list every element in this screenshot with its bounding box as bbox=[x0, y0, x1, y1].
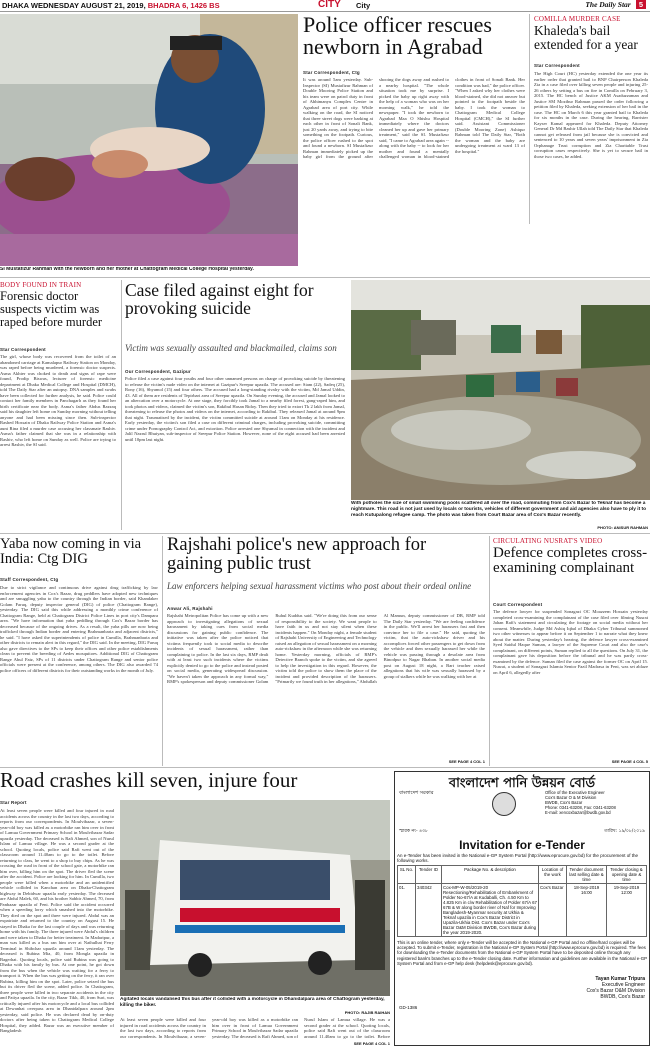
signer-title: Executive Engineer bbox=[601, 982, 645, 988]
khaleda-kicker: COMILLA MURDER CASE bbox=[534, 15, 621, 23]
column-header: Tender document last selling date & time bbox=[567, 866, 607, 884]
cell-sl: 01. bbox=[398, 884, 416, 937]
page-header bbox=[0, 0, 650, 12]
masthead-name: The Daily Star bbox=[585, 0, 631, 9]
bengali-date: BHADRA 6, 1426 BS bbox=[147, 1, 220, 10]
tender-intro: An e-Tender has been invited in the National e-GP System Portal (http://www.eprocure.gov.bd) for the procurement of the following works. bbox=[397, 853, 638, 864]
lead-photo bbox=[0, 14, 298, 266]
tender-emblem-icon bbox=[492, 792, 516, 816]
lead-photo-caption: SI Mustafizur Rahman with the newborn and her mother at Chattogram Medical College Hospital yesterday. bbox=[0, 267, 254, 272]
column-header: SL No. bbox=[398, 866, 416, 884]
divider-horizontal bbox=[0, 533, 650, 534]
yaba-body: Due to strict vigilance and continuous drive against drug trafficking by law enforcement agencies in Cox's Bazar, drug peddlers have adopted new techniques and are smuggling yaba to the country through the Indian border, said Khandaker Golam Faruq, deputy inspector general (DIG) of police (Chattogram Range), yesterday. The DIG said this while addressing a monthly crime conference of Chattogram Range, held at Chattogram District Police Lines in port city's Dampara area. "We have information that yaba peddling through Cox's Bazar border has decreased because of the ongoing drives. As a result, the yaba pills are now being trafficked through Indian border and entering Brahmanbaria and adjacent districts," he said. "I have asked the superintendents of police in Cumilla, Brahmanbaria and other districts to remain alert in this regard," the DIG said. In the meeting, DIG Faruq also gave directives to the SPs to keep their offices and other police establishments clean to prevent the breeding of Aedes mosquitoes. Additional DIG of Chattogram Range Abul Faiz, SPs of 11 districts under Chattogram Range and senior police officials were present at the conference, among others. The DIG also awarded 74 police officers of different districts for their outstanding works in the month of July. bbox=[0, 585, 158, 673]
crashes-headline: Road crashes kill seven, injure four bbox=[0, 770, 298, 792]
cell-location: Cox's Bazar bbox=[539, 884, 567, 937]
divider-vertical bbox=[121, 280, 122, 530]
forensic-kicker: BODY FOUND IN TRAIN bbox=[0, 281, 82, 289]
office-line: Cox's Bazar O & M Division bbox=[545, 795, 597, 800]
pothole-road-illustration bbox=[351, 280, 650, 500]
lead-body: It was around 5am yesterday. Sub-Inspector (SI) Mustafizur Rahman of Double Mooring Police Station and his team were on patrol duty in front of Abhimanyu Complex Centre in Agrabad area of port city. While walking on the road, the SI noticed that three street dogs were barking at each other in front of Sonali Bank, just 20 yards away, and trying to bite something on the footpath. Curious, the police officer rushed to the spot and found a newborn. SI Mustafizur Rahman immediately picked up the baby girl from the ground after shooing the dogs away and rushed to a nearby hospital. "The whole situation took me by surprise. I picked the baby up right away with the help of a woman who was on her morning walk," he told the newspaper. "I took the newborn to Agrabad Maa O Shishu Hospital immediately where the doctors cleaned her up and gave her primary treatment," said the SI. Mustafizur said, "I came to Agrabad area again -- along with the baby -- to look for her mother and found a mentally challenged woman in blood-stained clothes in front of Sonali Bank. Her condition was bad," the police officer. "When I asked why her clothes were blood-stained, she did not answer but pointed to the footpath beside the baby. I took the woman to Chattogram Medical College Hospital (CMCH)," the SI further said. Assistant Commissioner (Double Mooring Zone) Ashiqur Rahman told The Daily Star, "Both the woman and the baby are undergoing treatment at ward 13 of the hospital." bbox=[303, 77, 525, 159]
section-subtitle: City bbox=[356, 1, 371, 10]
column-header: Tender ID bbox=[416, 866, 442, 884]
lead-headline: Police officer rescues newborn in Agrabad bbox=[303, 14, 492, 60]
rajshahi-see-page: SEE PAGE 4 COL 1 bbox=[448, 759, 485, 764]
divider-horizontal bbox=[0, 767, 650, 768]
divider-vertical bbox=[529, 14, 530, 224]
date-text: WEDNESDAY AUGUST 21, 2019, bbox=[30, 1, 146, 10]
masthead bbox=[585, 0, 646, 9]
suicide-body: Police filed a case against four youths and four other unnamed persons on charge of provoking suicide by threatening to release the victim's nude video on the internet at Gazipur's Sreepur upazila. The accused are: Siam (22), Sadeq (25), Rony (16), Shyamol (15) and four others. The accused had a long-standing rivalry with the victim, Md Jamal Uddin, 43. All of them are residents of Tepirbari area of Sreepur upazila. On Sunday evening, the accused and Jamal looked to an altercation over a motorcycle. At one stage, they forcibly took Jamal to a nearby filed forest, gang-raped him, and took photos and videos, claimed the victim's son, Rakibul Hasan Ridoy. Then they tried to extort Tk 2 lakh from Jamal, threatening to release the photos and videos on the internet, according to Rakibul. They released Jamal at around 9pm that night. Traumatised by the incident, the victim committed suicide at around 11am on Monday at his residence. Early yesterday, the victim's son filed a case on different criminal charges, including provoking suicide, committing crime under Pornography Control Act, and extortion. Police arrested one Shyamal in connection with the incident and Jalil Nazrul Bhuiyan, sub-inspector of Sreepur Police Station. However, none of the eight accused had been arrested until 10pm last night. bbox=[125, 376, 345, 442]
crashes-see-page: SEE PAGE 4 COL 1 bbox=[353, 1041, 390, 1046]
rajshahi-byline: Anwar Ali, Rajshahi bbox=[167, 606, 213, 611]
crashes-body-col2: At least seven people were killed and four injured in road accidents across the country in the last two days, according to reports from our correspondents. In Moulvibazar, a seven-year-old boy was killed as a motorbike ran him over in front of Lamua Government Primary School in Moulvibazar Sadar upazila yesterday. The deceased is Rafi Ahmed, son of Nurul Islam of Lamua village. He was a second grader at the school. Quoting locals, police said Rafi went out of the classroom around 11.40am to go to the toilet. Before bbox=[120, 1017, 390, 1039]
rajshahi-headline: Rajshahi police's new approach for gaining public trust bbox=[167, 536, 427, 574]
signer-office: Cox's Bazar O&M Division bbox=[586, 988, 645, 994]
divider-vertical bbox=[162, 536, 163, 766]
khaleda-byline: Star Correspondent bbox=[534, 63, 580, 68]
tender-title: Invitation for e-Tender bbox=[459, 838, 585, 852]
signer-org: BWDB, Cox's Bazar bbox=[600, 994, 645, 1000]
divider-horizontal bbox=[0, 277, 650, 278]
nusrat-see-page: SEE PAGE 4 COL 5 bbox=[611, 759, 648, 764]
pothole-photo-credit: PHOTO: ANISUR RAHMAN bbox=[597, 525, 648, 530]
rajshahi-subhead: Law enforcers helping sexual harassment victims who post about their ordeal online bbox=[167, 581, 472, 591]
column-header: Location of the work bbox=[539, 866, 567, 884]
column-header: Tender closing & opening date & time bbox=[607, 866, 647, 884]
tender-gd-number: GD-1386 bbox=[399, 1005, 418, 1010]
tender-bengali-title: বাংলাদেশ পানি উন্নয়ন বোর্ড bbox=[448, 776, 596, 791]
tender-table bbox=[397, 865, 647, 937]
tender-signer bbox=[587, 976, 645, 1000]
bus-photo-caption: Agitated locals vandalised this bus after it collided with a motorcycle in Dhanidalpara area of Chattogram yesterday, killing the biker. bbox=[120, 997, 385, 1008]
office-line: Phone: 0341-63208, Fax: 0341-63208 bbox=[545, 805, 616, 810]
header-date bbox=[2, 1, 220, 10]
divider-vertical bbox=[489, 536, 490, 766]
office-line: Office of the Executive Engineer bbox=[545, 790, 605, 795]
column-header: Package No. & description bbox=[442, 866, 539, 884]
pothole-caption: With potholes the size of small swimming pools scattered all over the road, commuting from Cox's Bazar to Teknaf has become a nightmare. This road is not just used by locals or tourists, vehicles of different government and aid agencies also have to ply it to reach Kutupalong refugee camp. The photo was taken from Court Bazar area of Cox's Bazar recently. bbox=[351, 501, 647, 518]
yaba-headline: Yaba now coming in via India: Ctg DIG bbox=[0, 537, 142, 567]
pothole-photo bbox=[351, 280, 650, 500]
nusrat-byline: Court Correspondent bbox=[493, 602, 543, 607]
forensic-body: The girl, whose body was recovered from the toilet of an abandoned carriage at Kamalapur Railway Station on Monday, was raped before being murdered, a forensic doctor suspects. Asma Akhter was choked to death and signs of rape were found, Prodip Biswas, lecturer of forensic medicine department at Dhaka Medical College and Hospital (DMCH), told The Daily Star after an autopsy. DNA samples and swabs have been collected for further analysis, he said. Police could contact her family members in Panchagarh as they found her birth certificate near the body. Asma's father Abdus Razzaq said his daughter left home on Sunday morning without telling anyone and had been missing since then. Sub-inspector Rashed Hossain of Dhaka Railway Police Station and Asma's aunt Rina filed a murder case accusing her classmate Rashiv. Asma's father claimed that she was in a relationship with Rashiv, who left home on Sunday as well. Police are trying to arrest Rashiv, the SI said. bbox=[0, 354, 116, 447]
page-number: 5 bbox=[636, 0, 646, 9]
tender-gov-label: বাংলাদেশ সরকার bbox=[399, 790, 434, 796]
tender-office-block bbox=[545, 790, 645, 815]
lead-byline: Star Correspondent, Ctg bbox=[303, 70, 360, 75]
bus-photo bbox=[120, 800, 390, 996]
cell-description: Cox-MP-W-05/2019-20 Resectioning/Rehabilitation of Embankment of Polder No-67/A at Kudaballi, Ch. 4.50 Km to 4.825 Km in c/w Rehabilitation of Polder 67/A 67 67B & W along border river of Naf for Improving Bangladesh-Myanmar security at Ukhia & Teknaf upazila in Cox's Bazar District in Upazila-Ukhia Dist. Cox's Bazar under Cox's Bazar O&M Division BWDB, Cox's Bazar during the year 2019-2020. bbox=[443, 885, 537, 935]
nusrat-kicker: CIRCULATING NUSRAT'S VIDEO bbox=[493, 537, 603, 545]
crashes-byline: Star Report bbox=[0, 800, 27, 805]
cell-selling-date: 18-Sep-2019 16:00 bbox=[567, 884, 607, 937]
table-row bbox=[398, 884, 647, 937]
office-line: E-mail: xencoxbazar@bwdb.gov.bd bbox=[545, 810, 611, 815]
tender-table-header bbox=[398, 866, 647, 884]
nusrat-headline: Defence completes cross-examining complainant bbox=[493, 546, 648, 577]
section-title: CITY bbox=[318, 0, 341, 10]
suicide-headline: Case filed against eight for provoking suicide bbox=[125, 282, 314, 318]
suicide-subhead: Victim was sexually assaulted and blackmailed, claims son bbox=[125, 343, 337, 353]
tender-date: তারিখ: ১৯/০৮/২০১৯ bbox=[604, 829, 645, 834]
khaleda-headline: Khaleda's bail extended for a year bbox=[534, 24, 638, 52]
nusrat-body: The defence lawyer for suspended Sonagazi OC Moazzem Hossain yesterday completed cross-examining the complainant of the case filed over filming Nusrat Jahan Rafi's statement and circulating the footage on social media without her consent. Meanwhile, Judge Md Ashiq Iqbal of Dhaka Cyber Tribunal summoned two other witnesses to appear before it on September 1 to narrate what they knew about the matter. During yesterday's hearing, the defence lawyer cross-examined Syed Saidul Haque Suman, a lawyer of the Supreme Court and also the case's complainant, on different points, Suman replied to all the questions. On July 31, the complainant gave his deposition before the tribunal and he was partly cross-examined by the defence. Suman filed the case against the former OC on April 15. Nusrat, a student of Sonagazi Islamia Senior Fazil Madrasa in Feni, was set ablaze on April 6, allegedly after bbox=[493, 609, 648, 675]
tender-footer: This is an online tender, where only e-Tender will be accepted in the National e-GP Portal and no offline/hard copies will be accepted. To submit e-Tender, registration in the National e-GP System Portal (http://www.eprocure.gov.bd) is required. The fees for downloading the e-Tender documents from the National e-GP System Portal have to be deposited online through any registered bank's branches up to the e-Tender closing date. Further information and guidelines are available in the National e-GP System Portal and from e-GP help desk (helpdesk@eprocure.gov.bd). bbox=[397, 940, 647, 966]
forensic-byline: Star Correspondent bbox=[0, 347, 46, 352]
cell-tender-id: 340342 bbox=[416, 884, 442, 937]
signer-name: Tayan Kumar Tripura bbox=[595, 976, 645, 982]
forensic-headline: Forensic doctor suspects victim was raped before murder bbox=[0, 290, 103, 329]
tender-notice bbox=[394, 771, 650, 1046]
office-line: BWDB, Cox's Bazar bbox=[545, 800, 583, 805]
vandalised-bus-illustration bbox=[120, 800, 390, 996]
yaba-byline: Staff Correspondent, Ctg bbox=[0, 577, 59, 582]
paper-city: DHAKA bbox=[2, 1, 29, 10]
newborn-photo-illustration bbox=[0, 14, 298, 266]
suicide-byline: Our Correspondent, Gazipur bbox=[125, 369, 191, 374]
tender-memo: স্মারক নং- ৪৩৮ bbox=[399, 829, 428, 834]
crashes-body-col1: At least seven people were killed and four injured in road accidents across the country in the last two days, according to reports from our correspondents. In Moulvibazar, a seven-year-old boy was killed as a motorbike ran him over in front of Lamua Government Primary School in Moulvibazar Sadar upazila yesterday. The deceased is Rafi Ahmed, son of Nurul Islam of Lamua village. He was a second grader at the school. Quoting locals, police said Rafi went out of the classroom around 11.40am to go to the toilet. Before returning to class, he went to a shop to buy chips. As he was crossing the road in front of the school gate, a motorbike ran him over, killing him on the spot. The driver fled the scene after the accident. Police are looking for him. In Cumilla, two people were killed when a motorbike and an unidentified vehicle collided in Kanchan area on Dhaka-Chattogram highway in Debidwar upazila early yesterday. The deceased are Abdul Malek, 60, and his brother Sabbir Ahmed, 70, from Panbazar upazila of Feni. Police said the accident occurred when a speeding lorry which smashed into the motorbike. They died on the spot and three were injured. Abdul was an expatriate and returned to the country on August 15. He stayed in Dhaka for the last couple of days and was returning home with his family. The three injured were Abdul's children and were taken to Dhaka for better treatment. In Madaripur, a man was killed as a bus ran him over at Nathulhat Ferry Terminal in Shibchar upazila around 11am yesterday. The deceased is Rubina Mia, 40, from Mongla upazila in Bagerhat. Quoting locals, police said Rubina was going to Dhaka with his family by bus. At one point, he got down from the bus when the vehicle was waiting for a ferry to transport it. When the bus was getting on the ferry, it ran over Rubina, killing him on the spot. Later, police seized the bus but its driver fled the scene, added police. In Chattogram, three people were killed in two separate accidents in the city and Patiya upazila. In the city, Bazar Tikh, 40, from Suri, was critically injured after his motorcycle and a local bus collided at Dewanhat overpass area in Dhanidalpara around 2pm yesterday, said police. He was declared dead by on-duty doctors after being taken to Chattogram Medical College Hospital, they added. Bazar was an executive member of Bangladesh bbox=[0, 808, 114, 1033]
rajshahi-body: Rajshahi Metropolitan Police has come up with a new approach to investigating allegations of sexual harassment by taking cues from social media discussions for gaining public confidence. The initiative was taken after the police noticed that victims frequently took to social media to describe incidents of sexual harassment, rather than complaining to police. In the last six days, RMP dealt with at least two such incidents where the victims explicitly denied to go to the police and instead posted on social media, generating widespread discussion. "We haven't taken the approach in any formal way," RMP's spokesperson and deputy commissioner Golam Ruhul Kuddus said. "We're doing this from our sense of responsibility to the society. We want people to have faith in us and not stay silent when these incidents happen." On Monday night, a female student of Rajshahi University of Engineering and Technology raised an allegation of sexual harassment on a morning auto-rickshaw in the afternoon while she was returning home. Yesterday morning, officials of RMP's Detective Branch spoke to the victim, and she agreed to help the investigation in this regard. However, the victim told the police to show them the place of the incident and provided description of the harassers. "Primarily we found truth in her allegations," Abdullah Al Mamun, deputy commissioner of DB, RMP told The Daily Star yesterday. "We are feeling confidence in the public. We'll arrest her harassers fast and then convince her to file a case." He said, quoting the victim, that the auto-rickshaw driver and his accomplices forced other passengers to get down from the vehicle and then sexually harassed her while the vehicle was passing through a desolate area from Binodpur to Nagar Bhaban. In another social media post on August 18 night, a Bart teacher raised allegations that his wife was sexually harassed by a group of stalkers while he was walking with her at bbox=[167, 613, 485, 684]
khaleda-body: The High Court (HC) yesterday extended the one year its earlier order that granted bail to BNP Chairperson Khaleda Zia in a case filed over killing seven people and injuring 25-26 others by setting a bus on fire in Comilla on February 3, 2015. The HC bench of Justice AKM Asaduzzaman and Justice SM Mozibur Rahman passed the order following a petition filed by Khaleda, seeking extension of her bail in the case. The HC on March 6 this year granted bail to Khaleda for six months in the case. During the hearing, Barrister Kayser Kamal appeared for Khaleda. Deputy Attorney General Dr Md Bashir Ullah told The Daily Star that Khaleda cannot get released from jail because she is convicted and sentenced to 10 years and seven years' imprisonment in Zia Orphanage Trust corruption and Zia Charitable Trust corruption cases respectively. She is yet to secure bail in those two cases, he added. bbox=[534, 71, 648, 159]
cell-closing-date: 19-Sep-2019 12:00 bbox=[607, 884, 647, 937]
bus-photo-credit: PHOTO: RAJIB RAIHAN bbox=[344, 1010, 390, 1015]
